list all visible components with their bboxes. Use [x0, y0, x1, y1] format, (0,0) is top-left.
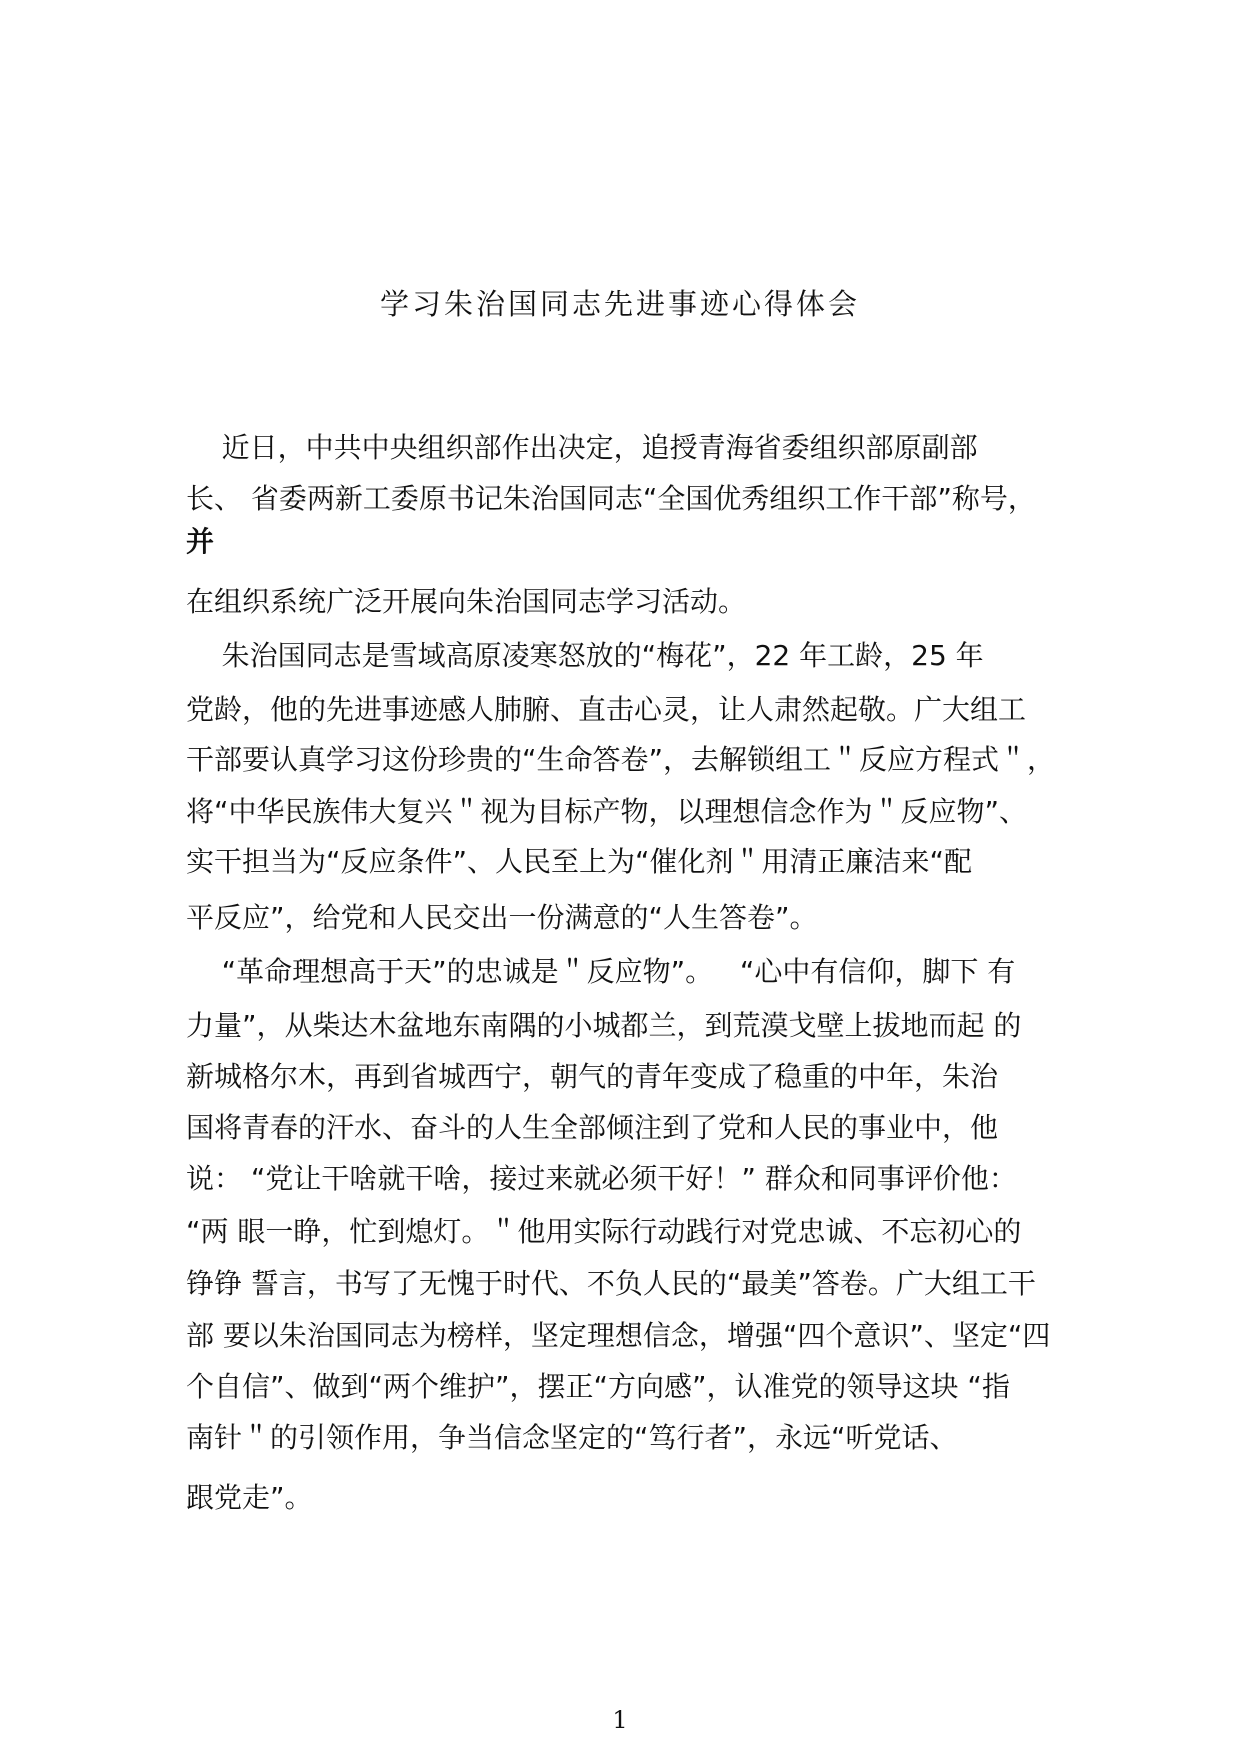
paragraph-line: 跟党走”。 — [186, 1481, 313, 1514]
paragraph-line: 部 要以朱治国同志为榜样，坚定理想信念，增强“四个意识”、坚定“四 — [186, 1319, 1051, 1352]
paragraph-line: 在组织系统广泛开展向朱治国同志学习活动。 — [186, 585, 747, 618]
paragraph-line: 国将青春的汗水、奋斗的人生全部倾注到了党和人民的事业中，他 — [186, 1111, 999, 1144]
document-title: 学习朱治国同志先进事迹心得体会 — [379, 287, 860, 321]
paragraph-line: 力量”，从柴达木盆地东南隅的小城都兰，到荒漠戈壁上拔地而起 的 — [186, 1009, 1022, 1042]
paragraph-line: 平反应”，给党和人民交出一份满意的“人生答卷”。 — [186, 901, 818, 934]
paragraph-line: “革命理想高于天”的忠诚是＂反应物”。 “心中有信仰，脚下 有 — [186, 955, 1016, 988]
paragraph-line: 实干担当为“反应条件”、人民至上为“催化剂＂用清正廉洁来“配 — [186, 845, 973, 878]
paragraph-line: 长、 省委两新工委原书记朱治国同志“全国优秀组织工作干部”称号， — [186, 482, 1036, 515]
paragraph-line: 将“中华民族伟大复兴＂视为目标产物，以理想信念作为＂反应物”、 — [186, 795, 1028, 828]
paragraph-line: 党龄，他的先进事迹感人肺腑、直击心灵，让人肃然起敬。广大组工 — [186, 693, 1027, 726]
paragraph-line: 铮铮 誓言，书写了无愧于时代、不负人民的“最美”答卷。广大组工干 — [186, 1267, 1036, 1300]
page-number: 1 — [612, 1706, 628, 1734]
paragraph-line: 并 — [186, 525, 215, 558]
paragraph-line: 说： “党让干啥就干啥，接过来就必须干好！” 群众和同事评价他： — [186, 1162, 1017, 1195]
paragraph-line: 南针＂的引领作用，争当信念坚定的“笃行者”，永远“听党话、 — [186, 1421, 958, 1454]
paragraph-line: 近日，中共中央组织部作出决定，追授青海省委组织部原副部 — [186, 431, 978, 464]
paragraph-line: 个自信”、做到“两个维护”，摆正“方向感”，认准党的领导这块 “指 — [186, 1370, 1010, 1403]
paragraph-line: “两 眼一睁，忙到熄灯。＂他用实际行动践行对党忠诚、不忘初心的 — [186, 1215, 1022, 1248]
paragraph-line: 朱治国同志是雪域高原凌寒怒放的“梅花”，22 年工龄，25 年 — [186, 639, 984, 672]
paragraph-line: 干部要认真学习这份珍贵的“生命答卷”，去解锁组工＂反应方程式＂， — [186, 743, 1056, 776]
paragraph-line: 新城格尔木，再到省城西宁，朝气的青年变成了稳重的中年，朱治 — [186, 1060, 999, 1093]
